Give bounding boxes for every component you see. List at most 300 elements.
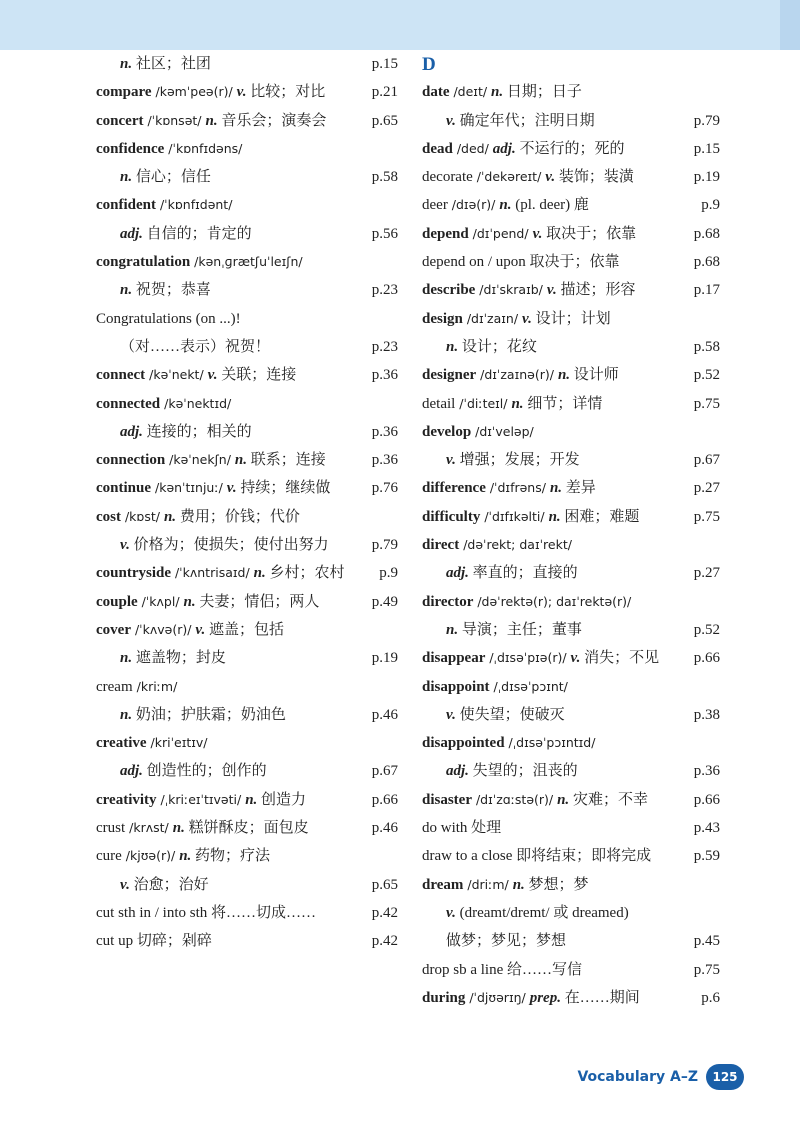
vocab-entry: [422, 701, 720, 729]
vocab-entry: [96, 588, 398, 616]
entry-text: [422, 701, 565, 729]
entry-hw: connection: [96, 452, 166, 469]
entry-pos: n.: [245, 791, 258, 808]
entry-ph: /dɪˈskraɪb/: [475, 282, 547, 298]
vocabulary-list-right: [422, 78, 720, 1012]
vocab-entry: [422, 503, 720, 531]
vocab-entry: [422, 956, 720, 984]
entry-text: [422, 757, 578, 785]
entry-ph: /kriːm/: [132, 678, 178, 694]
vocab-entry: [422, 814, 720, 842]
vocab-entry: [96, 361, 398, 389]
entry-text: [96, 191, 232, 219]
entry-text: [96, 333, 270, 361]
entry-hw: continue: [96, 480, 152, 497]
entry-pos: n.: [163, 508, 177, 525]
page-reference: p.38: [693, 706, 720, 723]
footer-section-label: Vocabulary A–Z: [577, 1069, 698, 1085]
entry-text: [96, 107, 326, 135]
page-reference: p.42: [371, 904, 398, 921]
entry-pre: detail: [422, 395, 456, 412]
vocab-entry: [422, 361, 720, 389]
entry-def: 连接的；相关的: [142, 423, 252, 440]
entry-def: 创造性的；创作的: [142, 763, 267, 780]
vocab-entry: [96, 135, 398, 163]
entry-text: [96, 503, 300, 531]
entry-pos: n.: [491, 84, 504, 101]
page-reference: p.66: [693, 650, 720, 667]
entry-def: 描述；形容: [556, 282, 636, 299]
vocab-entry: [422, 474, 720, 502]
entry-ph: /dəˈrektə(r); daɪˈrektə(r)/: [473, 593, 632, 609]
entry-hw: design: [422, 310, 463, 327]
page-reference: p.65: [371, 112, 398, 129]
page-reference: p.67: [693, 452, 720, 469]
vocab-entry: [96, 50, 398, 78]
page-reference: p.46: [371, 820, 398, 837]
entry-def: 比较；对比: [246, 84, 326, 101]
entry-ph: /kənˈtɪnjuː/: [151, 480, 227, 496]
vocab-entry: [96, 305, 398, 333]
entry-pos: v.: [522, 310, 532, 327]
vocab-entry: [96, 333, 398, 361]
entry-text: [96, 361, 296, 389]
entry-def: 不运行的；死的: [515, 140, 625, 157]
entry-def: 信心；信任: [132, 169, 211, 186]
vocab-entry: [96, 191, 398, 219]
page-reference: p.75: [693, 508, 720, 525]
entry-text: [422, 305, 611, 333]
entry-text: [96, 135, 242, 163]
entry-hw: concert: [96, 112, 144, 129]
entry-pos: v.: [236, 84, 247, 101]
entry-pos: adj.: [120, 423, 143, 440]
entry-def: 率直的；直接的: [468, 565, 578, 582]
page-reference: p.58: [371, 169, 398, 186]
entry-def: 装饰；装潢: [555, 169, 634, 186]
page-footer: [577, 1064, 744, 1090]
page-reference: p.42: [371, 933, 398, 950]
entry-pre: do with 处理: [422, 820, 502, 837]
entry-pos: n.: [557, 367, 571, 384]
entry-hw: during: [422, 989, 466, 1006]
entry-def: 失望的；沮丧的: [468, 763, 578, 780]
entry-text: [96, 390, 231, 418]
entry-hw: disappoint: [422, 678, 490, 695]
top-color-band: [0, 0, 800, 50]
page-reference: p.36: [371, 367, 398, 384]
page-reference: p.36: [693, 763, 720, 780]
entry-hw: direct: [422, 537, 460, 554]
entry-def: 祝贺；恭喜: [132, 282, 211, 299]
page-reference: p.15: [693, 140, 720, 157]
entry-def: 在……期间: [560, 989, 640, 1006]
page-number-badge: 125: [706, 1064, 744, 1090]
entry-text: [422, 333, 537, 361]
entry-text: [422, 474, 596, 502]
entry-def: 药物；疗法: [191, 848, 271, 865]
entry-text: [96, 842, 270, 870]
page-reference: p.17: [693, 282, 720, 299]
entry-def: 日期；日子: [503, 84, 582, 101]
entry-def: 消失；不见: [580, 650, 660, 667]
page-reference: p.52: [693, 621, 720, 638]
vocab-entry: [422, 531, 720, 559]
entry-def: 灾难；不幸: [569, 791, 648, 808]
entry-ph: /dəˈrekt; daɪˈrekt/: [459, 537, 572, 553]
entry-hw: connected: [96, 395, 161, 412]
entry-pre: crust: [96, 820, 126, 837]
entry-pre: cure: [96, 848, 122, 865]
vocab-entry: [96, 757, 398, 785]
entry-hw: disappointed: [422, 735, 505, 752]
entry-pos: n.: [179, 848, 192, 865]
entry-pos: v.: [226, 480, 237, 497]
entry-ph: /ˈkɒnfɪdənt/: [156, 197, 233, 213]
page-reference: p.6: [701, 989, 720, 1006]
entry-text: [96, 418, 252, 446]
entry-text: [422, 248, 619, 276]
entry-ph: /kɒst/: [121, 508, 164, 524]
vocab-entry: [96, 842, 398, 870]
entry-def: 音乐会；演奏会: [217, 112, 327, 129]
page-reference: p.58: [693, 338, 720, 355]
vocab-entry: [422, 673, 720, 701]
entry-text: [422, 588, 631, 616]
entry-ph: /dɪə(r)/: [447, 197, 500, 213]
entry-ph: /ˈkɒnsət/: [143, 112, 206, 128]
entry-pos: n.: [446, 621, 459, 638]
page-reference: p.79: [371, 537, 398, 554]
entry-ph: /ˈdɪfrəns/: [485, 480, 550, 496]
entry-ph: /ˈdjʊərɪŋ/: [465, 989, 530, 1005]
entry-pre: cut sth in / into sth 将……切成……: [96, 904, 317, 921]
vocab-entry: [96, 786, 398, 814]
entry-text: [422, 135, 624, 163]
entry-text: [96, 474, 330, 502]
entry-hw: confident: [96, 197, 156, 214]
page-reference: p.79: [693, 112, 720, 129]
entry-text: [422, 559, 578, 587]
entry-text: [422, 842, 651, 870]
entry-hw: congratulation: [96, 254, 191, 271]
entry-pos: n.: [446, 338, 459, 355]
page-reference: p.19: [371, 650, 398, 667]
entry-ph: /ˌkriːeɪˈtɪvəti/: [156, 791, 246, 807]
entry-text: [96, 276, 211, 304]
entry-pre: 做梦；梦见；梦想: [446, 933, 567, 950]
entry-pos: n.: [120, 706, 133, 723]
entry-pre: deer: [422, 197, 448, 214]
page-reference: p.65: [371, 876, 398, 893]
entry-text: [96, 446, 326, 474]
entry-def: 价格为；使损失；使付出努力: [129, 537, 329, 554]
entry-pos: v.: [120, 876, 130, 893]
entry-text: [96, 673, 177, 701]
entry-ph: /ˈkɒnfɪdəns/: [164, 140, 243, 156]
entry-def: (dreamt/dremt/ 或 dreamed): [455, 904, 629, 921]
entry-def: 关联；连接: [217, 367, 297, 384]
entry-text: [422, 786, 648, 814]
entry-ph: /kəˈnektɪd/: [160, 395, 232, 411]
vocab-entry: [422, 191, 720, 219]
entry-pos: adj.: [120, 763, 143, 780]
entry-hw: date: [422, 84, 450, 101]
entry-hw: cost: [96, 508, 121, 525]
entry-pos: n.: [120, 650, 133, 667]
entry-text: [96, 644, 226, 672]
entry-hw: describe: [422, 282, 476, 299]
entry-pos: v.: [446, 904, 456, 921]
vocab-entry: [96, 559, 398, 587]
vocab-entry: [422, 78, 720, 106]
entry-pos: v.: [532, 225, 543, 242]
entry-pos: n.: [548, 508, 561, 525]
entry-ph: /ˈdɪfɪkəlti/: [480, 508, 549, 524]
vocab-entry: [422, 135, 720, 163]
entry-def: 困难；难题: [560, 508, 640, 525]
page-reference: p.46: [371, 706, 398, 723]
page-reference: p.9: [379, 565, 398, 582]
vocab-entry: [96, 220, 398, 248]
entry-pos: n.: [120, 169, 133, 186]
entry-def: 设计；计划: [531, 310, 611, 327]
entry-pos: adj.: [120, 225, 143, 242]
entry-hw: disappear: [422, 650, 486, 667]
vocab-entry: [96, 616, 398, 644]
entry-def: 使失望；使破灭: [455, 706, 565, 723]
entry-def: 治愈；治好: [129, 876, 209, 893]
entry-pos: adj.: [446, 565, 469, 582]
entry-hw: disaster: [422, 791, 472, 808]
vocab-entry: [422, 984, 720, 1012]
page-reference: p.27: [693, 480, 720, 497]
page-reference: p.66: [371, 791, 398, 808]
entry-ph: /dɪˈpend/: [468, 225, 533, 241]
page-reference: p.27: [693, 565, 720, 582]
entry-pre: （对……表示）祝贺！: [120, 338, 271, 355]
entry-hw: cover: [96, 621, 131, 638]
entry-hw: difference: [422, 480, 486, 497]
entry-text: [422, 107, 595, 135]
entry-def: 设计师: [570, 367, 619, 384]
entry-def: 联系；连接: [246, 452, 326, 469]
entry-hw: designer: [422, 367, 477, 384]
entry-ph: /dɪˈzɑːstə(r)/: [472, 791, 558, 807]
entry-text: [422, 390, 602, 418]
vocab-entry: [422, 644, 720, 672]
vocab-entry: [96, 78, 398, 106]
entry-text: [422, 418, 534, 446]
entry-hw: connect: [96, 367, 146, 384]
vocab-entry: [422, 927, 720, 955]
entry-def: 持续；继续做: [236, 480, 331, 497]
entry-pos: adj.: [492, 140, 516, 157]
entry-pos: n.: [557, 791, 570, 808]
vocabulary-column-right: [422, 50, 720, 1012]
page-reference: p.75: [693, 961, 720, 978]
entry-hw: dead: [422, 140, 453, 157]
entry-hw: dream: [422, 876, 464, 893]
vocab-entry: [422, 220, 720, 248]
vocab-entry: [422, 588, 720, 616]
entry-def: 遮盖；包括: [205, 621, 285, 638]
entry-text: [422, 531, 572, 559]
entry-pos: n.: [234, 452, 247, 469]
vocab-entry: [96, 503, 398, 531]
entry-ph: /ˌdɪsəˈpɔɪntɪd/: [504, 735, 596, 751]
page-reference: p.36: [371, 452, 398, 469]
page-reference: p.76: [371, 480, 398, 497]
vocab-entry: [96, 474, 398, 502]
entry-text: [422, 78, 582, 106]
entry-pos: v.: [546, 282, 557, 299]
entry-def: 遮盖物；封皮: [132, 650, 226, 667]
entry-pos: n.: [172, 820, 185, 837]
entry-text: [96, 786, 306, 814]
entry-hw: countryside: [96, 565, 171, 582]
entry-def: 确定年代；注明日期: [455, 112, 595, 129]
page-reference: p.68: [693, 254, 720, 271]
entry-text: [96, 163, 211, 191]
entry-pos: prep.: [529, 989, 561, 1006]
vocab-entry: [422, 446, 720, 474]
entry-text: [422, 673, 568, 701]
entry-text: [96, 531, 329, 559]
vocab-entry: [422, 276, 720, 304]
entry-def: 奶油；护肤霜；奶油色: [132, 706, 286, 723]
vocab-entry: [422, 899, 720, 927]
vocab-entry: [96, 871, 398, 899]
entry-hw: couple: [96, 593, 138, 610]
vocab-entry: [422, 418, 720, 446]
vocab-entry: [96, 107, 398, 135]
entry-hw: difficulty: [422, 508, 481, 525]
entry-text: [422, 899, 629, 927]
entry-def: (pl. deer) 鹿: [511, 197, 589, 214]
vocab-entry: [422, 333, 720, 361]
entry-text: [422, 984, 640, 1012]
vocab-entry: [422, 871, 720, 899]
entry-hw: creative: [96, 735, 147, 752]
entry-def: 社区；社团: [132, 56, 211, 72]
entry-text: [422, 503, 639, 531]
page-reference: p.56: [371, 225, 398, 242]
entry-pos: v.: [446, 112, 456, 129]
entry-pre: draw to a close 即将结束；即将完成: [422, 848, 652, 865]
entry-pos: n.: [183, 593, 196, 610]
entry-def: 梦想；梦: [524, 876, 589, 893]
vocab-entry: [96, 418, 398, 446]
page-reference: p.36: [371, 423, 398, 440]
entry-ph: /deɪt/: [449, 84, 492, 100]
vocab-entry: [422, 616, 720, 644]
vocab-entry: [96, 446, 398, 474]
entry-def: 创造力: [257, 791, 307, 808]
entry-ph: /kəˈnekʃn/: [165, 452, 235, 468]
entry-text: [96, 927, 212, 955]
page-reference: p.59: [693, 848, 720, 865]
entry-ph: /ˈkʌvə(r)/: [130, 621, 196, 637]
vocab-entry: [96, 899, 398, 927]
page-reference: p.15: [371, 56, 398, 72]
entry-hw: depend: [422, 225, 469, 242]
vocab-entry: [96, 701, 398, 729]
page-reference: p.23: [371, 338, 398, 355]
entry-text: [96, 701, 286, 729]
entry-pos: n.: [205, 112, 218, 129]
entry-def: 细节；详情: [523, 395, 603, 412]
entry-pos: n.: [120, 282, 133, 299]
entry-def: 费用；价钱；代价: [176, 508, 300, 525]
vocab-entry: [96, 814, 398, 842]
entry-text: [422, 956, 582, 984]
entry-pos: n.: [499, 197, 512, 214]
entry-text: [96, 220, 252, 248]
entry-ph: /kjʊə(r)/: [121, 848, 180, 864]
entry-ph: /ded/: [452, 140, 493, 156]
entry-pre: drop sb a line 给……写信: [422, 961, 582, 978]
entry-ph: /kəmˈpeə(r)/: [151, 84, 237, 100]
entry-ph: /dɪˈzaɪn/: [462, 310, 523, 326]
entry-pre: depend on / upon 取决于；依靠: [422, 254, 620, 271]
entry-ph: /krʌst/: [125, 820, 173, 836]
vocab-entry: [422, 248, 720, 276]
page-reference: p.45: [693, 933, 720, 950]
entry-ph: /dɪˈveləp/: [471, 423, 534, 439]
entry-def: 糕饼酥皮；面包皮: [184, 820, 309, 837]
vocab-entry: [96, 927, 398, 955]
vocab-entry: [96, 729, 398, 757]
page-reference: p.43: [693, 820, 720, 837]
vocab-entry: [422, 729, 720, 757]
vocabulary-column-left: [96, 50, 398, 956]
page-reference: p.49: [371, 593, 398, 610]
entry-pos: v.: [446, 706, 456, 723]
entry-ph: /ˈdiːteɪl/: [455, 395, 512, 411]
page-reference: p.68: [693, 225, 720, 242]
vocab-entry: [422, 842, 720, 870]
vocab-entry: [422, 757, 720, 785]
entry-def: 设计；花纹: [458, 338, 537, 355]
entry-hw: confidence: [96, 140, 165, 157]
entry-text: [96, 616, 284, 644]
vocab-entry: [422, 107, 720, 135]
entry-pos: v.: [207, 367, 218, 384]
entry-ph: /kriˈeɪtɪv/: [146, 735, 208, 751]
page-reference: p.66: [693, 791, 720, 808]
entry-def: 导演；主任；董事: [458, 621, 582, 638]
entry-text: [422, 871, 589, 899]
entry-def: 乡村；农村: [265, 565, 345, 582]
entry-def: 夫妻；情侣；两人: [195, 593, 320, 610]
entry-text: [422, 644, 659, 672]
vocab-entry: [96, 644, 398, 672]
entry-ph: /ˈkʌpl/: [137, 593, 184, 609]
entry-text: [422, 446, 580, 474]
entry-text: [422, 616, 582, 644]
entry-text: [422, 163, 634, 191]
entry-pos: n.: [511, 395, 524, 412]
entry-ph: /driːm/: [463, 876, 513, 892]
entry-text: [422, 220, 636, 248]
entry-pos: n.: [549, 480, 563, 497]
vocab-entry: [422, 163, 720, 191]
vocab-entry: [96, 390, 398, 418]
entry-pos: adj.: [446, 763, 469, 780]
entry-hw: develop: [422, 423, 472, 440]
entry-pre: cut up 切碎；剁碎: [96, 933, 212, 950]
